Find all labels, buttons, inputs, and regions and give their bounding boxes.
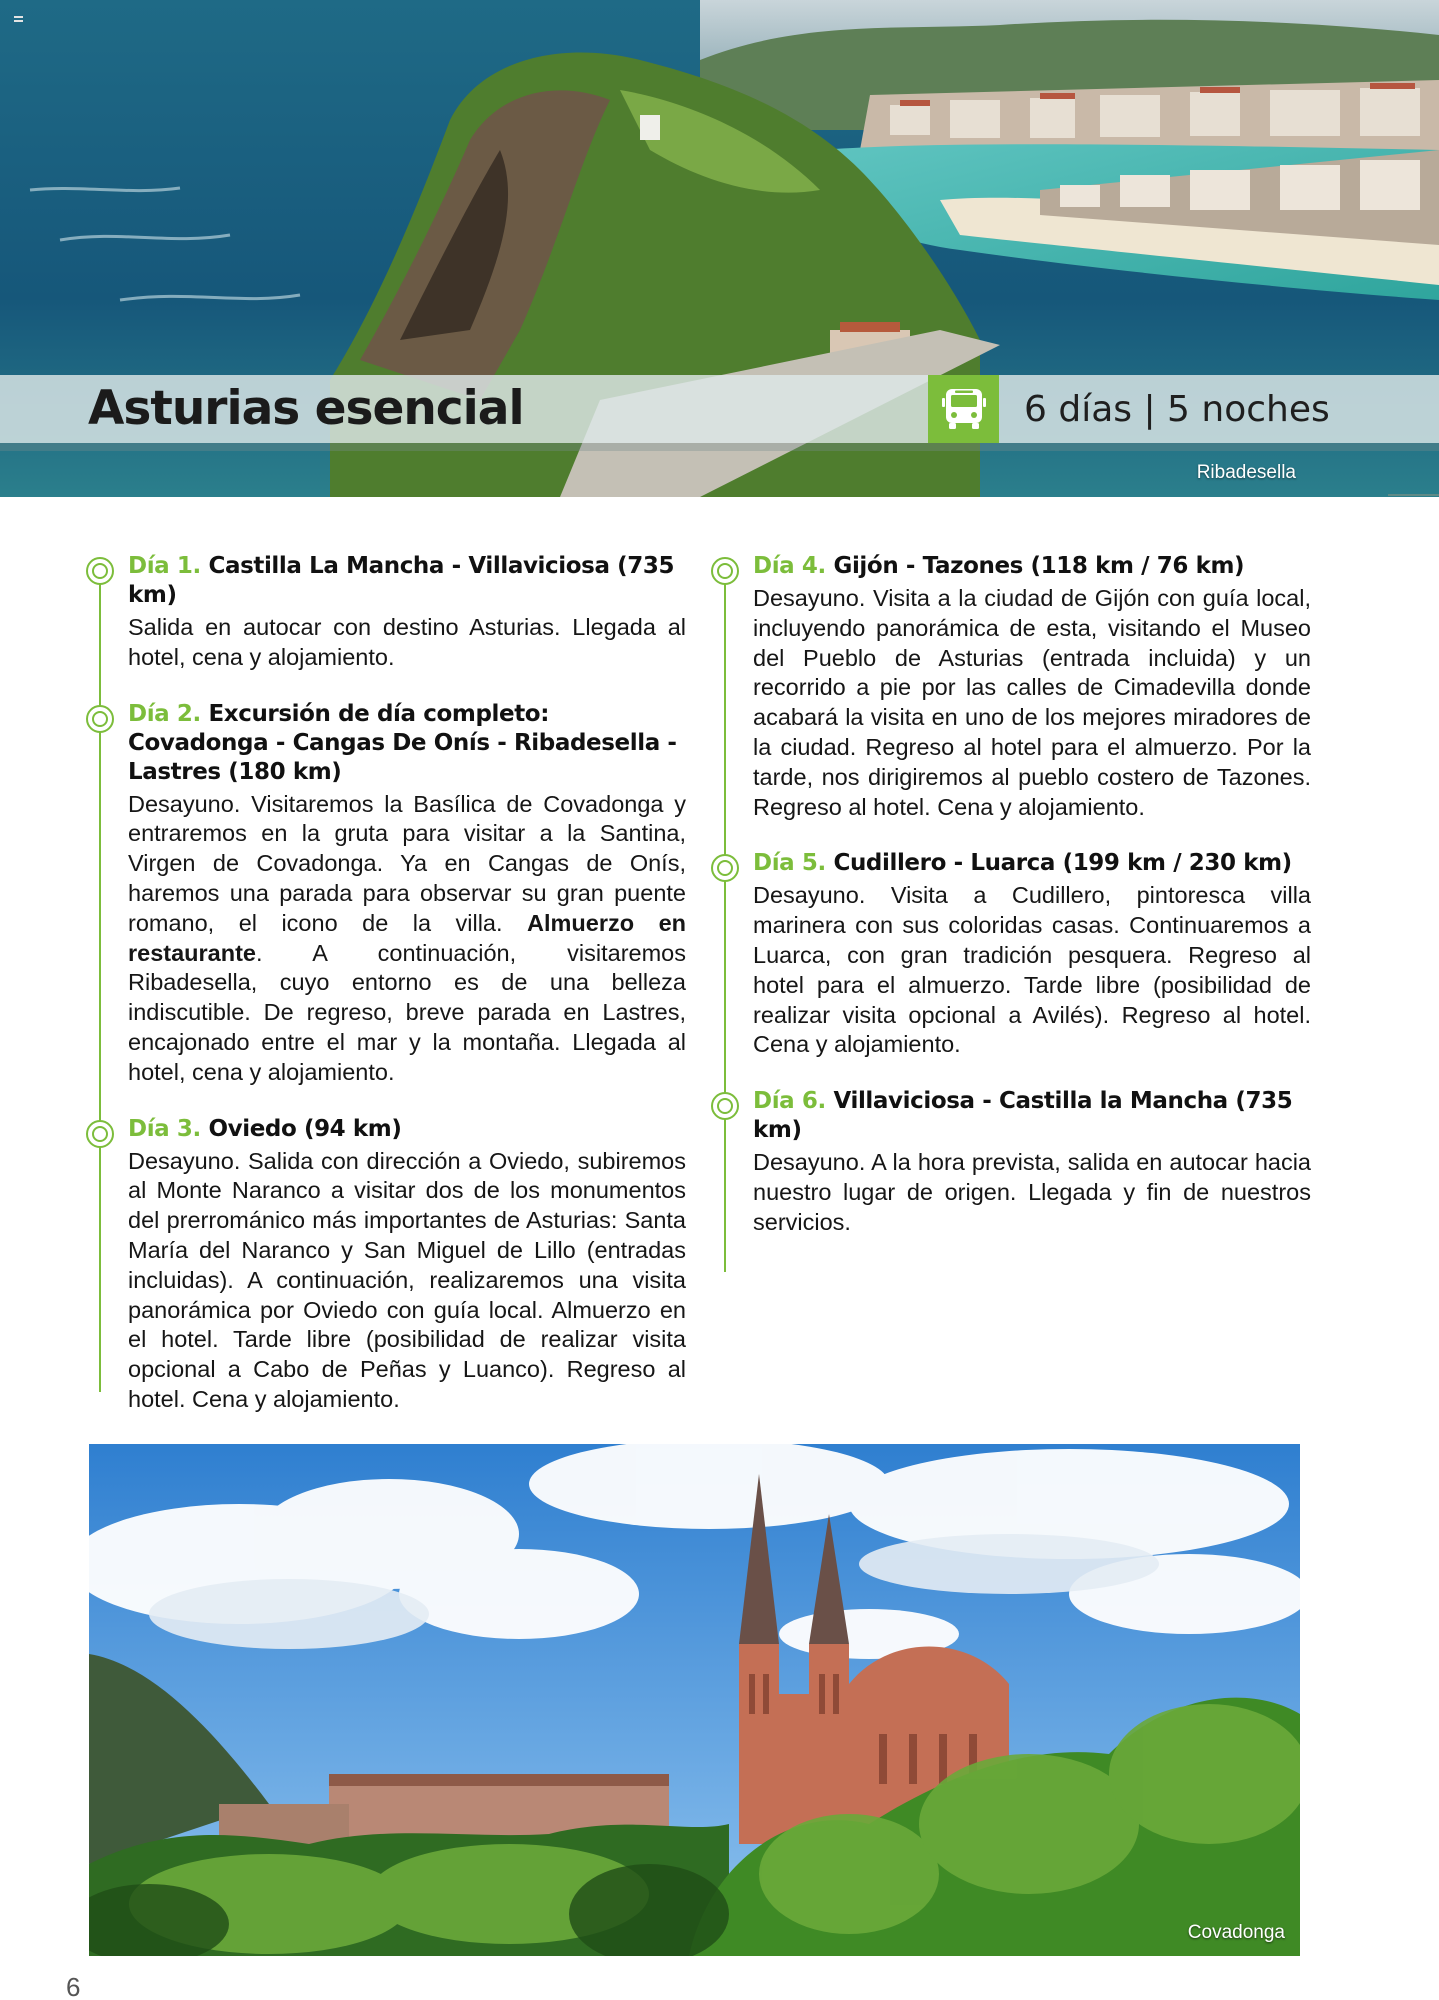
day-label: Día 5. [753, 850, 826, 877]
hero-photo-caption: Ribadesella [1196, 462, 1296, 483]
day-title: Excursión de día completo: Covadonga - Cangas De Onís - Ribadesella - Lastres (180 km) [128, 700, 677, 785]
menu-mark-icon [14, 16, 23, 22]
day-label: Día 4. [753, 553, 826, 579]
day-marker-icon [711, 557, 739, 585]
day-item-5 [711, 849, 1311, 1060]
day-description: Desayuno. Salida con dirección a Oviedo, subiremos al Monte Naranco a visitar dos de los monumentos del prerrománico más importantes de Asturias: Santa María del Naranco y San Miguel de Lillo (entradas incluidas). A continuación, realizaremos una visita panorámica por Oviedo con guía local. Almuerzo en el hotel. Tarde libre (posibilidad de realizar visita opcional a Cabo de Peñas y Luanco). Regreso al hotel. Cena y alojamiento. [128, 1147, 686, 1412]
day-item-3 [86, 1115, 686, 1415]
trip-duration: 6 días | 5 noches [1024, 389, 1330, 430]
page-title: Asturias esencial [88, 381, 524, 436]
covadonga-photo [89, 1444, 1300, 1956]
day-heading [128, 700, 686, 787]
day-title: Oviedo (94 km) [208, 1115, 402, 1142]
day-description: Desayuno. Visita a Cudillero, pintoresca villa marinera con sus coloridas casas. Continuaremos a Luarca, con gran tradición pesquera. Regreso al hotel para el almuerzo. Tarde libre (posibilidad de realizar visita opcional a Avilés). Regreso al hotel. Cena y alojamiento. [753, 882, 1311, 1058]
day-item-4 [711, 552, 1311, 822]
day-text-highlight: Almuerzo en restaurante [128, 909, 686, 966]
itinerary-column-left [86, 552, 686, 1415]
day-label: Día 6. [753, 1088, 826, 1115]
day-heading [753, 1087, 1311, 1145]
day-marker-icon [711, 854, 739, 882]
day-heading [128, 1115, 686, 1144]
day-title: Villaviciosa - Castilla la Mancha (735 km) [753, 1088, 1293, 1144]
day-label: Día 1. [128, 553, 201, 579]
itinerary-column-right [711, 552, 1311, 1238]
bus-icon [940, 386, 988, 432]
photo-caption: Covadonga [1187, 1922, 1285, 1943]
day-item-1 [86, 552, 686, 673]
day-text-end: . A continuación, visitaremos Ribadesella, cuyo entorno es de una belleza indiscutible. De regreso, breve parada en Lastres, encajonado entre el mar y la montaña. Llegada al hotel, cena y alojamiento. [128, 939, 686, 1085]
day-description: Desayuno. Visita a la ciudad de Gijón con guía local, incluyendo panorámica de esta, visitando el Museo del Pueblo de Asturias (entrada incluida) y un recorrido a pie por las calles de Cimadevilla donde acabará la visita en uno de los mejores miradores de la ciudad. Regreso al hotel para el almuerzo. Por la tarde, nos dirigiremos al pueblo costero de Tazones. Regreso al hotel. Cena y alojamiento. [753, 585, 1311, 820]
day-heading [753, 552, 1311, 581]
title-band-shadow [0, 443, 1439, 451]
day-label: Día 3. [128, 1115, 201, 1142]
day-heading [128, 552, 686, 610]
transport-badge [928, 375, 999, 443]
day-item-6 [711, 1087, 1311, 1237]
day-title: Cudillero - Luarca (199 km / 230 km) [833, 850, 1292, 877]
day-description: Desayuno. A la hora prevista, salida en autocar hacia nuestro lugar de origen. Llegada y fin de nuestros servicios. [753, 1149, 1311, 1235]
covadonga-basilica-illustration [89, 1444, 1300, 1956]
day-item-2 [86, 700, 686, 1088]
hero-edge-line [1388, 494, 1439, 496]
day-marker-icon [86, 705, 114, 733]
day-text-start: Desayuno. Visitaremos la Basílica de Covadonga y entraremos en la gruta para visitar a la Santina, Virgen de Covadonga. Ya en Cangas de Onís, haremos una parada para observar su gran puente romano, el icono de la villa. [128, 790, 686, 936]
day-title: Gijón - Tazones (118 km / 76 km) [833, 553, 1245, 579]
day-title: Castilla La Mancha - Villaviciosa (735 km) [128, 553, 675, 608]
day-marker-icon [711, 1092, 739, 1120]
day-heading [753, 849, 1311, 878]
page-number: 6 [66, 1972, 81, 2000]
day-marker-icon [86, 557, 114, 585]
day-description: Salida en autocar con destino Asturias. Llegada al hotel, cena y alojamiento. [128, 614, 686, 670]
day-marker-icon [86, 1120, 114, 1148]
day-label: Día 2. [128, 700, 201, 727]
day-description [128, 790, 686, 1088]
